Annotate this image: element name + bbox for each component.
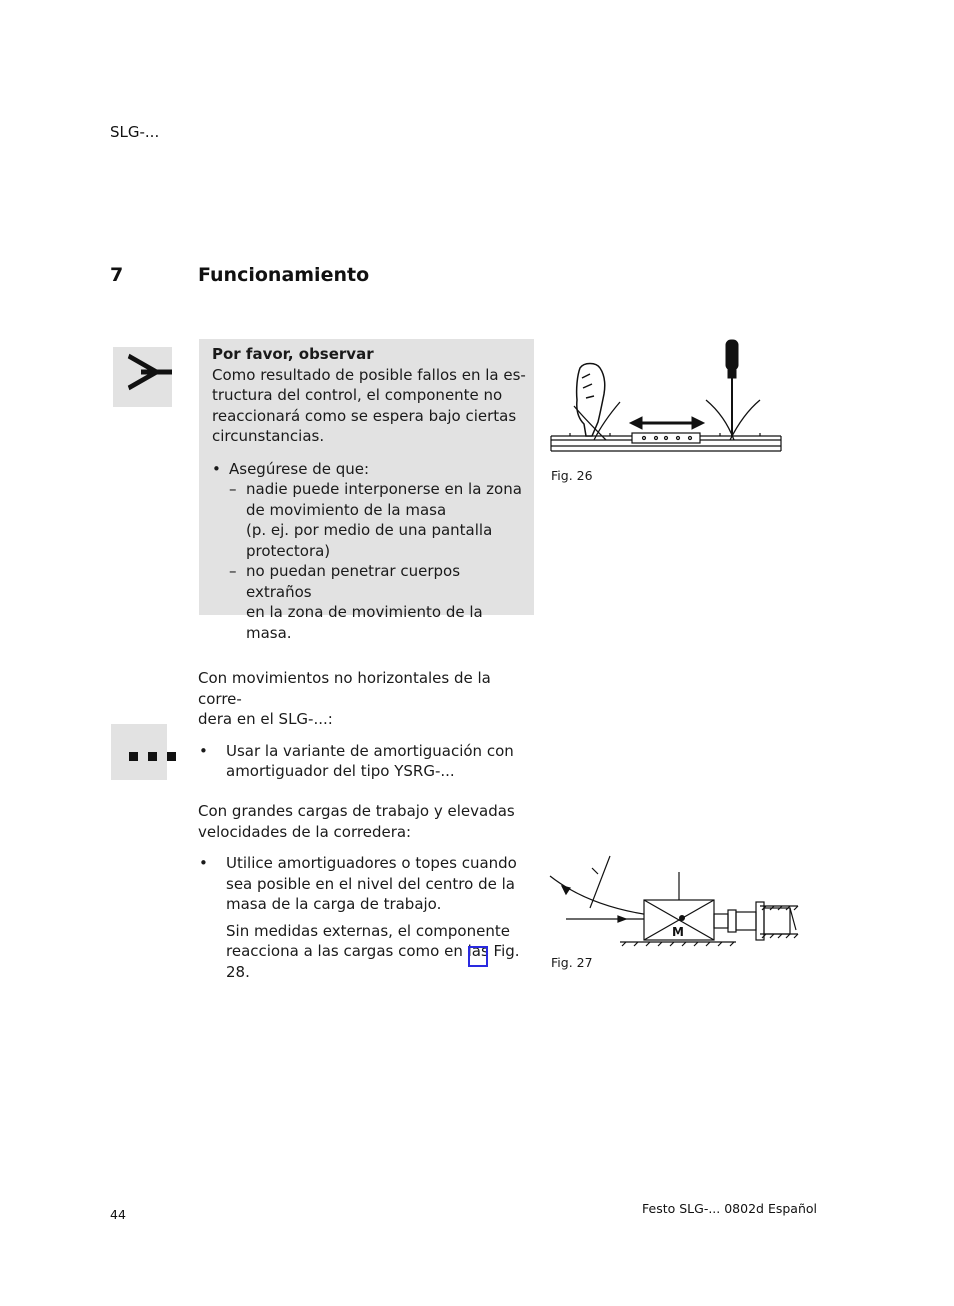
text-line: velocidades de la corredera: <box>198 822 412 841</box>
figure-27-caption: Fig. 27 <box>551 955 593 970</box>
text-line: dera en el SLG-...: <box>198 710 333 728</box>
note-line: tructura del control, el componente no <box>212 386 503 404</box>
figure-26-hand-screwdriver <box>550 336 786 456</box>
figure-26-caption: Fig. 26 <box>551 468 593 483</box>
document-code: SLG-... <box>110 123 160 141</box>
bullet-line: Usar la variante de amortiguación con <box>226 741 514 760</box>
section-title: Funcionamiento <box>198 264 370 286</box>
paragraph-heavy-loads <box>198 801 543 982</box>
paragraph-non-horizontal <box>198 668 538 782</box>
bullet-line: amortiguador del tipo YSRG-... <box>226 762 455 780</box>
bullet-item <box>198 741 538 782</box>
dash-line: en la zona de movimiento de la masa. <box>246 603 483 642</box>
bullet-line: reacciona a las cargas como en las Fig. 28. <box>226 942 520 981</box>
dash-line: nadie puede interponerse en la zona <box>246 480 522 498</box>
arrow-right-icon <box>113 347 172 407</box>
dash-line: no puedan penetrar cuerpos extraños <box>246 562 461 601</box>
dots-icon <box>111 724 167 780</box>
dot-square <box>129 752 138 761</box>
dash-line: de movimiento de la masa <box>246 500 447 519</box>
dash-line: protectora) <box>246 541 331 560</box>
bullet-mark: • <box>212 459 221 478</box>
note-dash-item <box>212 561 527 643</box>
text-line: Con grandes cargas de trabajo y elevadas <box>198 802 515 820</box>
selection-highlight[interactable] <box>468 946 488 967</box>
bullet-line: masa de la carga de trabajo. <box>226 895 442 913</box>
bullet-line: Sin medidas externas, el componente <box>226 921 510 940</box>
mass-label: M <box>672 925 684 939</box>
section-number: 7 <box>110 264 124 286</box>
note-bullet-item <box>212 459 527 480</box>
bullet-item <box>198 853 543 982</box>
dot-square <box>167 752 176 761</box>
bullet-line: sea posible en el nivel del centro de la <box>226 874 515 893</box>
bullet-mark: • <box>199 854 208 872</box>
figure-27-mass-impact <box>548 852 800 950</box>
screwdriver-icon <box>726 340 738 436</box>
note-line: circunstancias. <box>212 427 325 445</box>
note-icon-box <box>113 347 172 407</box>
warning-note <box>199 339 534 642</box>
note-line: Como resultado de posible fallos en la es- <box>212 365 526 384</box>
text-line: Con movimientos no horizontales de la corre- <box>198 669 491 708</box>
page-number: 44 <box>110 1207 126 1222</box>
arrowhead <box>562 886 570 894</box>
dash-mark: – <box>229 562 237 580</box>
dot-square <box>148 752 157 761</box>
shock-absorber-rod <box>714 914 728 928</box>
note-title: Por favor, observar <box>212 345 374 363</box>
double-arrow-icon <box>630 417 704 429</box>
footer-doc-info: Festo SLG-... 0802d Español <box>642 1201 817 1216</box>
bullet-mark: • <box>199 741 208 760</box>
bullet-line: Utilice amortiguadores o topes cuando <box>226 854 517 872</box>
note-dash-item <box>212 479 527 561</box>
note-line: reaccionará como se espera bajo ciertas <box>212 406 517 425</box>
dash-mark: – <box>229 480 237 498</box>
force-line <box>590 856 610 908</box>
note-bullet-text: Asegúrese de que: <box>229 459 370 478</box>
dash-line: (p. ej. por medio de una pantalla <box>246 521 493 539</box>
